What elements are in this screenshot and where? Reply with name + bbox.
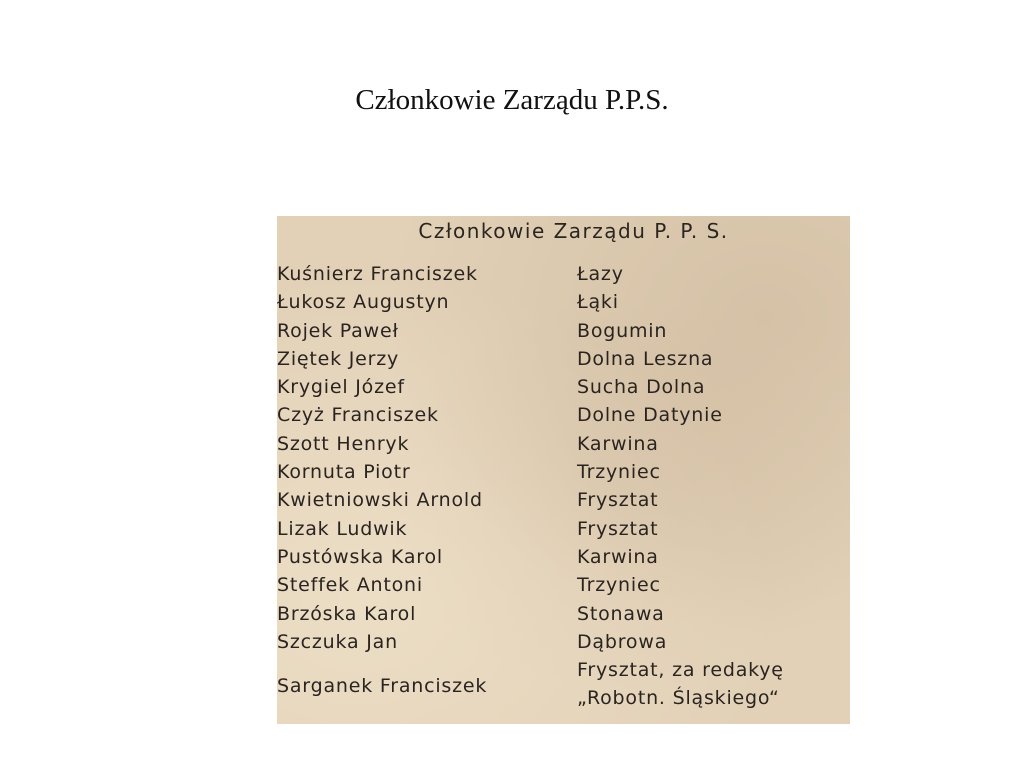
member-place-line: Frysztat, za redakyę: [577, 659, 784, 682]
member-row: [277, 317, 850, 345]
member-name: Kuśnierz Franciszek: [277, 263, 478, 285]
newspaper-clipping: [277, 216, 850, 724]
member-name: Brzóska Karol: [277, 602, 417, 625]
member-place: Stonawa: [577, 602, 665, 625]
member-place: Frysztat: [577, 489, 659, 512]
member-place: Karwina: [577, 545, 659, 568]
member-name: Ziętek Jerzy: [277, 347, 400, 370]
member-place: [577, 656, 784, 712]
member-name: Kornuta Piotr: [277, 461, 411, 484]
member-name: Rojek Paweł: [277, 319, 399, 342]
member-name: Lizak Ludwik: [277, 517, 408, 540]
member-row: [277, 401, 850, 429]
member-name: Pustówska Karol: [277, 545, 443, 568]
member-row: [277, 260, 850, 288]
member-row: [277, 458, 850, 486]
member-row: [277, 345, 850, 373]
member-row: [277, 656, 850, 716]
member-place: Frysztat: [577, 517, 659, 540]
member-row: [277, 600, 850, 628]
member-list: [277, 260, 850, 716]
member-row: [277, 430, 850, 458]
member-place: Dolna Leszna: [577, 347, 714, 370]
member-name: Krygiel Józef: [277, 376, 405, 399]
member-row: [277, 628, 850, 656]
member-name: Szczuka Jan: [277, 630, 398, 653]
member-place: Łąki: [577, 291, 619, 314]
member-place: Dolne Datynie: [577, 404, 723, 427]
member-place: Sucha Dolna: [577, 376, 706, 399]
member-name: Łukosz Augustyn: [277, 291, 450, 314]
member-row: [277, 571, 850, 599]
member-name: Czyż Franciszek: [277, 404, 439, 427]
member-row: [277, 373, 850, 401]
member-place: Dąbrowa: [577, 630, 668, 653]
member-place: Karwina: [577, 432, 659, 455]
slide-title: Członkowie Zarządu P.P.S.: [355, 84, 669, 116]
member-row: [277, 288, 850, 316]
member-place: Bogumin: [577, 319, 668, 342]
clipping-heading: Członkowie Zarządu P. P. S.: [418, 219, 729, 243]
member-row: [277, 486, 850, 514]
member-row: [277, 515, 850, 543]
member-name: Steffek Antoni: [277, 574, 423, 597]
member-name: Sarganek Franciszek: [277, 675, 488, 698]
member-place: Trzyniec: [577, 574, 661, 597]
member-place: Trzyniec: [577, 461, 661, 484]
member-name: Szott Henryk: [277, 432, 410, 455]
member-row: [277, 543, 850, 571]
member-name: Kwietniowski Arnold: [277, 489, 483, 512]
member-place: Łazy: [577, 263, 624, 285]
member-place-line: „Robotn. Śląskiego“: [577, 687, 780, 710]
